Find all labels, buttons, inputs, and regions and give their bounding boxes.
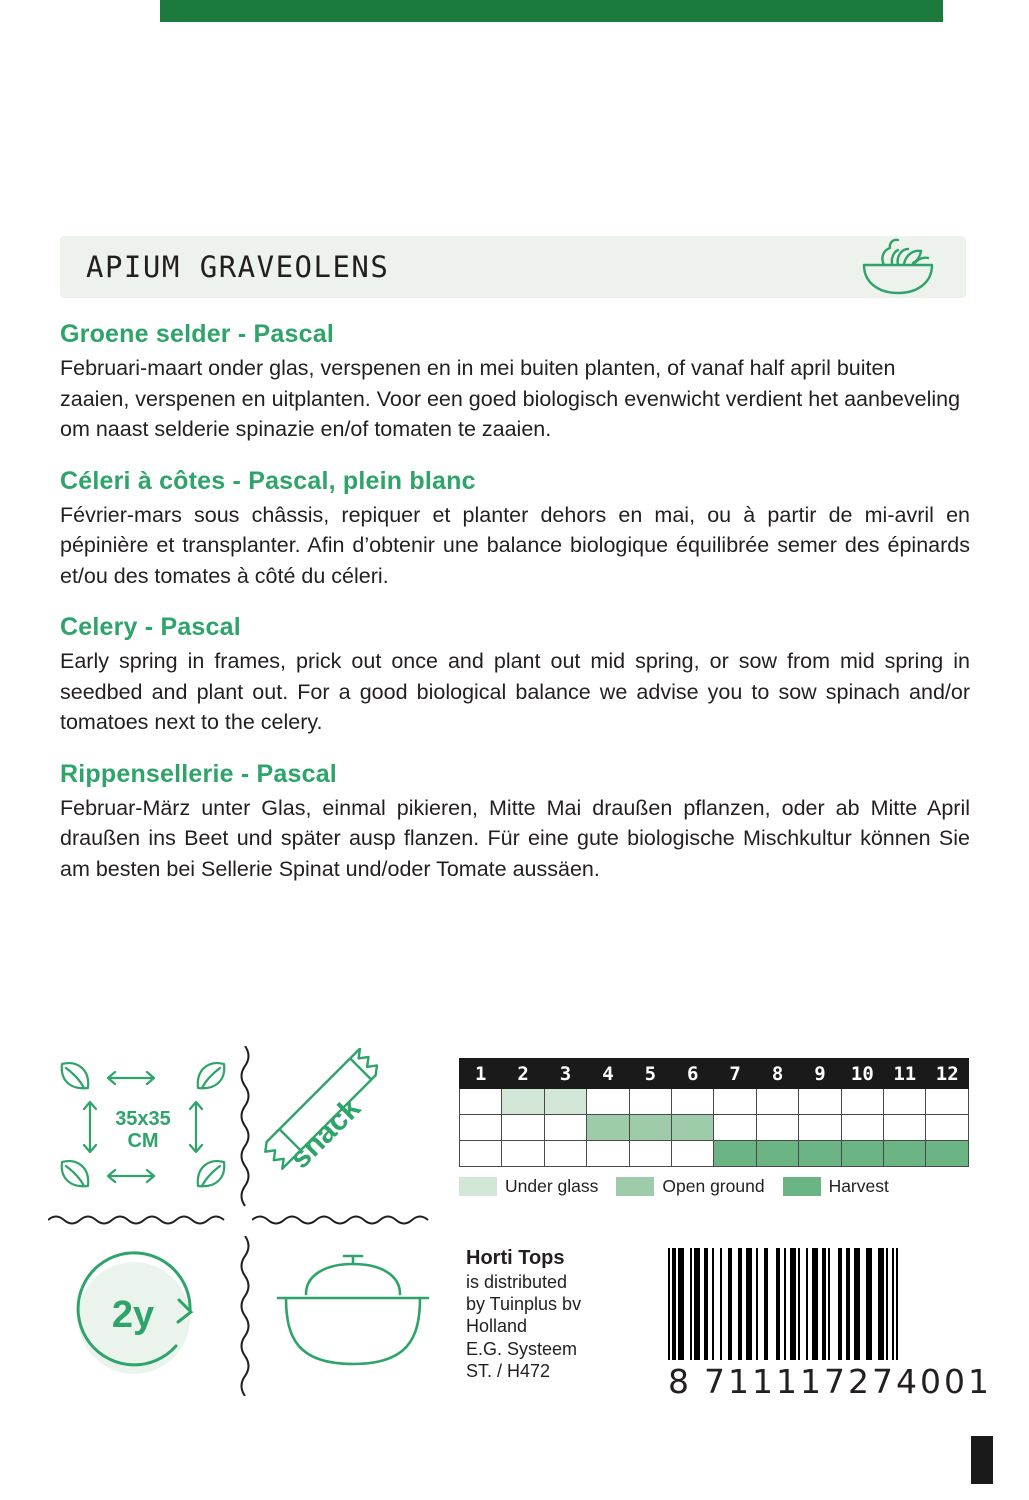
calendar-cell: [672, 1115, 714, 1141]
legend-label-open-ground: Open ground: [662, 1176, 765, 1196]
calendar-month-4: 4: [587, 1059, 629, 1089]
calendar-cell: [587, 1141, 629, 1167]
cooking-pot-panel: [258, 1250, 448, 1390]
brand-name: Horti Tops: [466, 1247, 565, 1269]
cooking-pot-icon: [258, 1250, 448, 1390]
calendar-legend: [459, 1176, 969, 1197]
calendar-cell: [884, 1089, 926, 1115]
calendar-month-8: 8: [756, 1059, 798, 1089]
calendar-month-5: 5: [629, 1059, 671, 1089]
legend-swatch-open-ground: [616, 1177, 654, 1196]
calendar-cell: [544, 1115, 586, 1141]
barcode: [668, 1248, 992, 1401]
distributor-line-4: E.G. Systeem: [466, 1338, 578, 1359]
calendar-month-10: 10: [841, 1059, 883, 1089]
legend-swatch-harvest: [783, 1177, 821, 1196]
description-block-nl: [60, 320, 970, 445]
barcode-bars: [668, 1248, 968, 1360]
description-title-en: Celery - Pascal: [60, 613, 241, 642]
calendar-cell: [629, 1141, 671, 1167]
calendar-month-6: 6: [672, 1059, 714, 1089]
spacing-unit: CM: [127, 1130, 159, 1152]
calendar-cell: [799, 1141, 841, 1167]
description-blocks: [60, 320, 970, 906]
calendar-month-9: 9: [799, 1059, 841, 1089]
legend-label-harvest: Harvest: [828, 1176, 889, 1196]
calendar-cell: [587, 1115, 629, 1141]
calendar-cell: [799, 1115, 841, 1141]
divider-wavy-horizontal-right: [252, 1212, 442, 1228]
description-text-en: Early spring in frames, prick out once and plant out mid spring, or sow from mid spring in seedbed and plant out. For a good biological balance we advise you to sow spinach and/or tomatoes next to the celery.: [60, 649, 970, 735]
calendar-cell: [714, 1141, 756, 1167]
latin-name-banner: [60, 236, 966, 298]
calendar-cell: [672, 1089, 714, 1115]
calendar-cell: [841, 1141, 883, 1167]
calendar-table: [459, 1058, 969, 1167]
barcode-digits: 711117274001: [704, 1362, 992, 1401]
calendar-cell: [926, 1141, 969, 1167]
calendar-row-open-ground: [460, 1115, 969, 1141]
description-block-en: [60, 613, 970, 738]
legend-item-harvest: [783, 1176, 889, 1197]
calendar-cell: [926, 1115, 969, 1141]
calendar-cell: [502, 1089, 544, 1115]
latin-name: APIUM GRAVEOLENS: [86, 250, 390, 284]
calendar-month-2: 2: [502, 1059, 544, 1089]
divider-wavy-vertical-top: [238, 1046, 252, 1208]
calendar-header-row: [460, 1059, 969, 1089]
description-block-de: [60, 760, 970, 885]
calendar-month-12: 12: [926, 1059, 969, 1089]
legend-swatch-under-glass: [459, 1177, 497, 1196]
spacing-value: 35x35: [115, 1108, 171, 1130]
calendar-cell: [460, 1115, 502, 1141]
svg-text:snack: snack: [283, 1091, 368, 1176]
bottom-black-tick: [971, 1436, 993, 1484]
legend-label-under-glass: Under glass: [505, 1176, 599, 1196]
calendar-cell: [672, 1141, 714, 1167]
calendar-cell: [502, 1141, 544, 1167]
spacing-icon-panel: [48, 1050, 238, 1202]
description-text-de: Februar-März unter Glas, einmal pikieren, Mitte Mai draußen pflanzen, oder ab Mitte April draußen ins Beet und später ausp flanzen. Für eine gute biologische Mischkultur können Sie am besten bei Sellerie Spinat und/oder Tomate aussäen.: [60, 795, 970, 881]
description-text-nl: Februari-maart onder glas, verspenen en in mei buiten planten, of vanaf half april buiten zaaien, verspenen en uitplanten. Voor een goed biologisch evenwicht verdient het aanbeveling om naast selderie spinazie en/of tomaten te zaaien.: [60, 356, 961, 442]
calendar-cell: [756, 1089, 798, 1115]
calendar-cell: [884, 1115, 926, 1141]
calendar-cell: [460, 1089, 502, 1115]
divider-wavy-horizontal-left: [48, 1212, 238, 1228]
sowing-calendar: [459, 1058, 969, 1197]
calendar-cell: [502, 1115, 544, 1141]
legend-item-open-ground: [616, 1176, 764, 1197]
calendar-month-3: 3: [544, 1059, 586, 1089]
calendar-month-7: 7: [714, 1059, 756, 1089]
calendar-cell: [714, 1115, 756, 1141]
calendar-cell: [756, 1141, 798, 1167]
calendar-cell: [544, 1141, 586, 1167]
calendar-cell: [460, 1141, 502, 1167]
calendar-cell: [926, 1089, 969, 1115]
calendar-month-1: 1: [460, 1059, 502, 1089]
calendar-row-harvest: [460, 1141, 969, 1167]
description-title-fr: Céleri à côtes - Pascal, plein blanc: [60, 466, 476, 495]
distributor-line-2: by Tuinplus bv: [466, 1294, 582, 1315]
divider-wavy-vertical-bottom: [238, 1236, 252, 1396]
salad-bowl-icon: [858, 235, 938, 299]
calendar-cell: [544, 1089, 586, 1115]
description-text-fr: Février-mars sous châssis, repiquer et planter dehors en mai, ou à partir de mi-avril en pépinière et transplanter. Afin d’obtenir une balance biologique équilibrée semer des épinards et/ou des tomates à côté du céleri.: [60, 502, 970, 588]
calendar-cell: [587, 1089, 629, 1115]
snack-icon-panel: [258, 1048, 438, 1206]
description-block-fr: [60, 467, 970, 592]
calendar-cell: [799, 1089, 841, 1115]
calendar-cell: [629, 1089, 671, 1115]
shelf-life-label: 2y: [111, 1294, 155, 1336]
calendar-cell: [841, 1115, 883, 1141]
distributor-line-3: Holland: [466, 1316, 528, 1337]
calendar-cell: [756, 1115, 798, 1141]
calendar-cell: [714, 1089, 756, 1115]
calendar-month-11: 11: [884, 1059, 926, 1089]
spacing-label: [48, 1108, 238, 1152]
snack-bar-icon: [258, 1048, 438, 1206]
description-title-nl: Groene selder - Pascal: [60, 320, 334, 348]
legend-item-under-glass: [459, 1176, 598, 1197]
shelf-life-panel: [48, 1248, 238, 1388]
distributor-line-1: is distributed: [466, 1271, 568, 1292]
barcode-number: [668, 1362, 992, 1401]
description-title-de: Rippensellerie - Pascal: [60, 759, 337, 788]
top-green-bar: [160, 0, 943, 22]
calendar-cell: [841, 1089, 883, 1115]
distributor-line-5: ST. / H472: [466, 1361, 551, 1382]
calendar-cell: [629, 1115, 671, 1141]
barcode-lead-digit: 8: [668, 1362, 692, 1401]
calendar-cell: [884, 1141, 926, 1167]
calendar-row-under-glass: [460, 1089, 969, 1115]
distributor-info: [466, 1246, 656, 1382]
